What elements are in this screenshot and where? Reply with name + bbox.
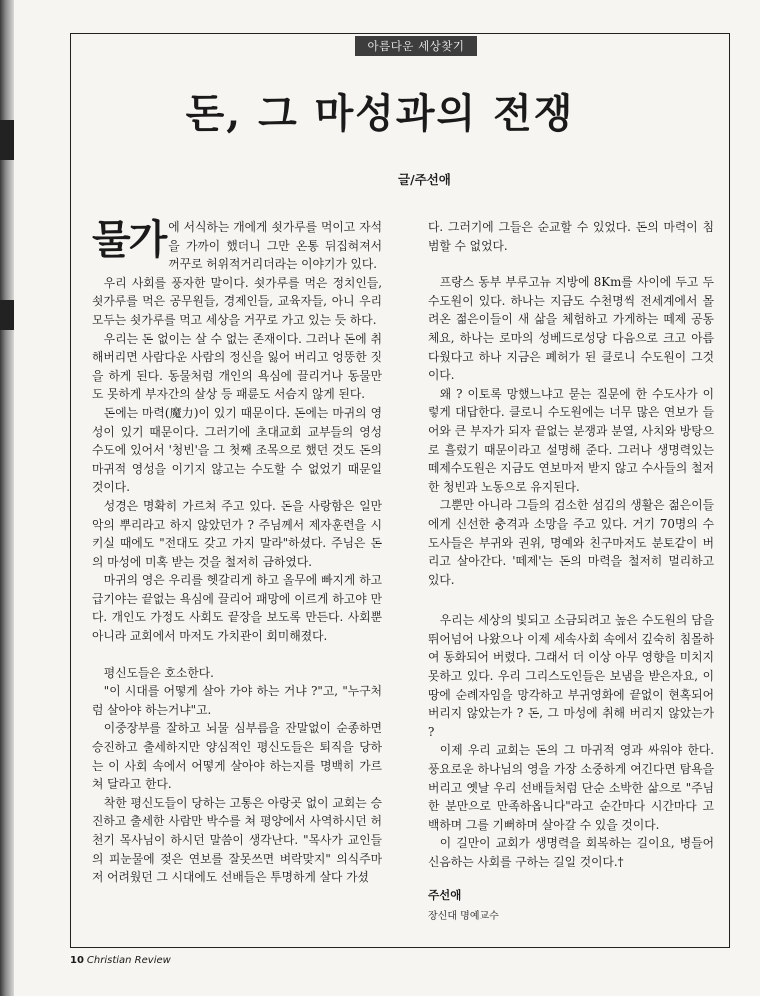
page-number: 10 <box>70 955 84 966</box>
author-name: 주선애 <box>428 888 462 902</box>
dropcap: 물가 <box>92 216 166 263</box>
body-paragraph: 왜 ? 이토록 망했느냐고 묻는 질문에 한 수도사가 이렇게 대답한다. 클로니 수도원에는 너무 많은 연보가 들어와 큰 부자가 되자 끝없는 분쟁과 분열, 사치와 방탕으로 흘렀기 때문이라고 설명해 준다. 그러나 생명력있는 떼제수도원은 지금도 연보마저 받지 않고 수사들의 철저한 청빈과 노동으로 유지된다. <box>428 386 714 494</box>
intro-text: 에 서식하는 개에게 쇳가루를 먹이고 자석을 가까이 했더니 그만 온통 뒤집혀져서 꺼꾸로 허위적거리더라는 이야기가 있다. <box>168 220 382 272</box>
body-paragraph: 이제 우리 교회는 돈의 그 마귀적 영과 싸워야 한다. 풍요로운 하나님의 영을 가장 소중하게 여긴다면 탐욕을 버리고 옛날 우리 선배들처럼 단순 소박한 삶으로 "주님 한 분만으로 만족하옵니다"라고 순간마다 시간마다 고백하며 그를 기뻐하며 살아갈 수 있을 것이다. <box>428 743 714 832</box>
body-paragraph: 마귀의 영은 우리를 헷갈리게 하고 올무에 빠지게 하고 급기야는 끝없는 욕심에 끌리어 패망에 이르게 하고야 만다. 개인도 가정도 사회도 끝장을 보도록 만든다. 사회뿐 아니라 교회에서 마저도 가치관이 회미해졌다. <box>92 573 382 644</box>
right-column <box>428 218 714 872</box>
body-paragraph: 그뿐만 아니라 그들의 검소한 섬김의 생활은 젊은이들에게 신선한 충격과 소망을 주고 있다. 거기 70명의 수도사들은 부귀와 권위, 명예와 친구마저도 분토같이 버리고 살아간다. '떼제'는 돈의 마력을 철저히 멀리하고 있다. <box>428 498 714 587</box>
body-paragraph: 이중장부를 잘하고 뇌물 심부름을 잔말없이 순종하면 승진하고 출세하지만 양심적인 평신도들은 퇴직을 당하는 이 사회 속에서 어떻게 살아야 하는지를 명백히 가르쳐 달라고 한다. <box>92 721 382 792</box>
section-tag: 아름다운 세상찾기 <box>355 36 477 56</box>
page-footer <box>70 955 171 966</box>
body-paragraph: 우리는 돈 없이는 살 수 없는 존재이다. 그러나 돈에 취해버리면 사람다운 사람의 정신을 잃어 버리고 엉뚱한 짓을 하게 된다. 동물처럼 개인의 욕심에 끌리거나 동물만도 못하게 부자간의 살상 등 패륜도 서슴지 않게 된다. <box>92 331 382 402</box>
continuation-paragraph: 다. 그러기에 그들은 순교할 수 있었다. 돈의 마력이 침범할 수 없었다. <box>428 220 714 253</box>
publication-name: Christian Review <box>86 955 171 966</box>
body-paragraph: 프랑스 동부 부루고뉴 지방에 8Km를 사이에 두고 두 수도원이 있다. 하나는 지금도 수천명씩 전세계에서 몰려온 젊은이들이 새 삶을 체험하고 가게하는 떼제 공동체요, 하나는 로마의 성베드로성당 다음으로 크고 아름다웠다고 하나 지금은 폐허가 된 클로니 수도원이 그것이다. <box>428 275 714 383</box>
author-title: 장신대 명예교수 <box>428 911 499 922</box>
scan-left-edge <box>0 0 14 996</box>
article-title: 돈, 그 마성과의 전쟁 <box>185 90 575 137</box>
left-column <box>92 218 382 887</box>
body-paragraph: 이 길만이 교회가 생명력을 회복하는 길이요, 병들어 신음하는 사회를 구하는 길일 것이다.† <box>428 836 714 869</box>
scan-shadow <box>0 300 14 330</box>
body-paragraph: 성경은 명확히 가르쳐 주고 있다. 돈을 사랑함은 일만악의 뿌리라고 하지 않았던가 ? 주님께서 제자훈련을 시키실 때에도 "전대도 갖고 가지 말라"하셨다. 주님은 돈의 마성에 미혹 받는 것을 철저히 금하였다. <box>92 498 382 569</box>
intro-paragraph <box>92 218 382 274</box>
body-paragraph: 착한 평신도들이 당하는 고통은 아랑곳 없이 교회는 승진하고 출세한 사람만 박수를 쳐 평양에서 사역하시던 허천기 목사님이 하시던 말씀이 생각난다. "목사가 교인들의 피눈물에 젖은 연보를 잘못쓰면 벼락맞지" 의식주마저 어려웠던 그 시대에도 선배들은 투명하게 살다 가셨 <box>92 795 382 885</box>
body-paragraph: 우리 사회를 풍자한 말이다. 쇳가루를 먹은 정치인들, 쇳가루를 먹은 공무원들, 경제인들, 교육자들, 아니 우리 모두는 쇳가루를 먹고 세상을 거꾸로 가고 있는 듯 하다. <box>92 275 382 327</box>
subheading-paragraph: 평신도들은 호소한다. <box>103 665 214 680</box>
body-paragraph: 돈에는 마력(魔力)이 있기 때문이다. 돈에는 마귀의 영성이 있기 때문이다. 그러기에 초대교회 교부들의 영성 수도에 있어서 '청빈'을 그 첫째 조목으로 했던 것도 돈의 마귀적 영성을 이기지 않고는 수도할 수 없었기 때문일 것이다. <box>92 405 382 495</box>
author-block <box>428 887 499 922</box>
quote-paragraph: "이 시대를 어떻게 살아 가야 하는 거냐 ?"고, "누구처럼 살아야 하는거냐"고. <box>92 684 382 717</box>
byline: 글/주선애 <box>398 172 451 187</box>
body-paragraph: 우리는 세상의 빛되고 소금되려고 높은 수도원의 담을 뛰어넘어 나왔으나 이제 세속사회 속에서 깊숙히 침몰하여 동화되어 버렸다. 그래서 더 이상 아무 영향을 미치지 못하고 있다. 우리 그리스도인들은 보냄을 받은자요, 이땅에 순례자임을 망각하고 부귀영화에 끝없이 현혹되어 버리지 않았는가 ? 돈, 그 마성에 취해 버리지 않았는가 ? <box>428 613 714 739</box>
